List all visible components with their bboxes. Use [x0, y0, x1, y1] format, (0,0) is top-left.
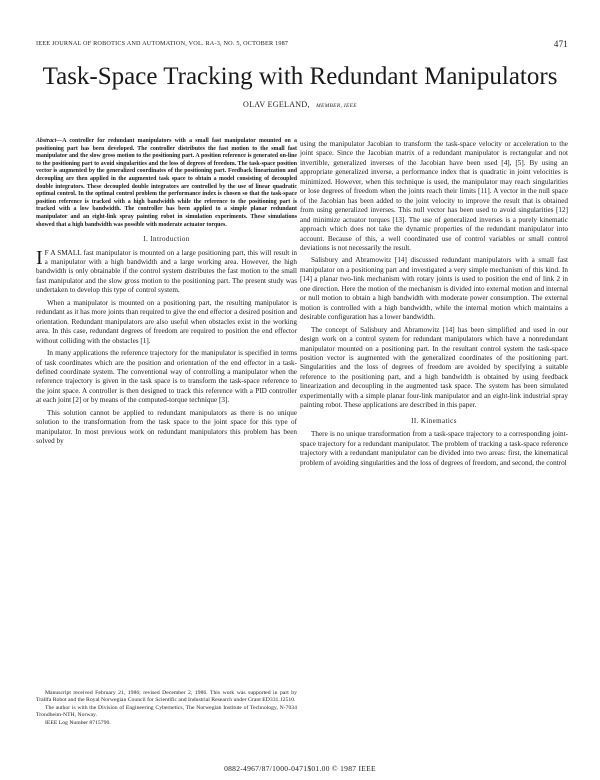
author-line [0, 100, 600, 109]
author-membership: MEMBER, IEEE [316, 103, 357, 109]
intro-paragraph-1-text: F A SMALL fast manipulator is mounted on a large positioning part, this will result in a manipulator with a high bandwidth and a large working area. However, the high bandwidth is only obtainable if the control system distributes the fast motion to the small fast manipulator and the slow gross motion to the positioning part. The present study was undertaken to develop this type of control system. [36, 248, 297, 295]
right-column [300, 140, 568, 471]
page-number: 471 [553, 39, 568, 49]
intro-paragraph-3: In many applications the reference trajectory for the manipulator is specified in terms of task coordinates which are the position and orientation of the end effector in a task-defined coordinate system. The conventional way of controlling a manipulator when the reference trajectory is given in the task space is to transform the task-space reference to the joint space. A controller is then designed to track this reference with a PID controller at each joint [2] or by means of the computed-torque technique [3]. [36, 349, 297, 405]
section-heading-introduction: I. Introduction [143, 235, 190, 244]
body-paragraph-concept: The concept of Salisbury and Abramowitz [14] has been simplified and used in our design work on a control system for redundant manipulators which have a nonredundant manipulator mounted on a positioning part. In the resultant control system the task-space position vector is augmented with the generalized coordinates of the positioning part. Singularities and the loss of degrees of freedom are avoided by specifying a suitable reference to the positioning part, and a high bandwidth is obtained by using feedback linearization and decoupling in the augmented task space. The system has been simulated experimentally with a simple planar four-link manipulator and an eight-link industrial spray painting robot. These applications are described in this paper. [300, 325, 568, 410]
journal-citation: IEEE JOURNAL OF ROBOTICS AND AUTOMATION, VOL. RA-3, NO. 5, OCTOBER 1987 [36, 40, 289, 47]
body-paragraph-continued: using the manipulator Jacobian to transform the task-space velocity or acceleration to the joint space. Since the Jacobian matrix of a redundant manipulator is rectangular and not invertible, generalized inverses of the Jacobian have been used [4], [5]. By using an appropriate generalized inverse, a performance index that is quadratic in joint velocities is minimized. However, when this technique is used, the manipulator may reach singularities or lose degrees of freedom when the joints reach their limits [11]. A vector in the null space of the Jacobian has been added to the joint velocity to improve the result that is obtained from using generalized inverses. This null vector has been used to avoid singularities [12] and minimize actuator torques [13]. The use of generalized inverses is a purely kinematic approach which does not take the dynamic properties of the redundant manipulator into account. Because of this, a well coordinated use of control variables or small control deviations is not necessarily the result. [300, 140, 568, 252]
abstract-lead: Abstract [36, 138, 57, 144]
intro-paragraph-4: This solution cannot be applied to redundant manipulators as there is no unique solution to the transformation from the task space to the joint space for this type of manipulator. In most previous work on redundant manipulators this problem has been solved by [36, 408, 297, 446]
intro-paragraph-1 [36, 246, 297, 296]
footnote-affiliation: The author is with the Division of Engineering Cybernetics, The Norwegian Institute of Technology, N-7034 Trondheim-NTH, Norway. [36, 704, 297, 719]
footnote-manuscript: Manuscript received February 21, 1986; revised December 2, 1986. This work was supported in part by Trallfa Robot and the Royal Norwegian Council for Scientific and Industrial Research under Grant ED331.12510. [36, 690, 297, 704]
body-paragraph-salisbury: Salisbury and Abramowitz [14] discussed redundant manipulators with a small fast manipulator on a positioning part and investigated a very simple mechanism of this kind. In [14] a planar two-link mechanism with rotary joints is used to position the end of link 2 in one direction. Here the motion of the mechanism is divided into external motion and internal or null motion to obtain a high bandwidth with moderate power consumption. The external motion is controlled with a high bandwidth, while the internal motion which maintains a desirable configuration has a lower bandwidth. [300, 256, 568, 322]
intro-paragraph-2: When a manipulator is mounted on a positioning part, the resulting manipulator is redundant as it has more joints than required to give the end effector a desired position and orientation. Redundant manipulators are also useful when obstacles exist in the working area. In this case, redundant degrees of freedom are required to position the end effector without colliding with the obstacles [1]. [36, 298, 297, 345]
author-name: OLAV EGELAND, [243, 100, 310, 109]
kinematics-paragraph-1: There is no unique transformation from a task-space trajectory to a corresponding joint-space trajectory for a redundant manipulator. The problem of tracking a task-space reference trajectory with a redundant manipulator can be divided into two areas: first, the kinematical problem of avoiding singularities and the loss of degrees of freedom, and second, the control [300, 430, 568, 467]
section-heading-kinematics: II. Kinematics [411, 416, 457, 425]
footnote-log-number: IEEE Log Number 8715790. [45, 719, 111, 726]
abstract [36, 138, 297, 229]
paper-title: Task-Space Tracking with Redundant Manipulators [42, 63, 558, 90]
abstract-text: —A controller for redundant manipulators with a small fast manipulator mounted on a positioning part has been developed. The controller distributes the fast motion to the small fast manipulator and the slow gross motion to the positioning part. A position reference is generated on-line to the positioning part to avoid singularities and the loss of degrees of freedom. The task-space position vector is augmented by the generalized coordinates of the positioning part. Feedback linearization and decoupling are then applied in the augmented task space to obtain a model consisting of decoupled double integrators. These decoupled double integrators are controlled by the use of linear quadratic optimal control. In the optimal control problem the performance index is chosen so that the task-space position reference is tracked with a high bandwidth while the reference to the positioning part is tracked with a low bandwidth. The controller has been applied to a simple planar redundant manipulator and an eight-link spray painting robot in simulation experiments. These simulations showed that a high bandwidth was possible with moderate actuator torques. [36, 138, 297, 228]
left-column [36, 138, 297, 450]
copyright-footer: 0882-4967/87/1000-0471$01.00 © 1987 IEEE [224, 764, 376, 773]
footnotes [36, 690, 297, 727]
drop-cap: I [36, 246, 43, 269]
